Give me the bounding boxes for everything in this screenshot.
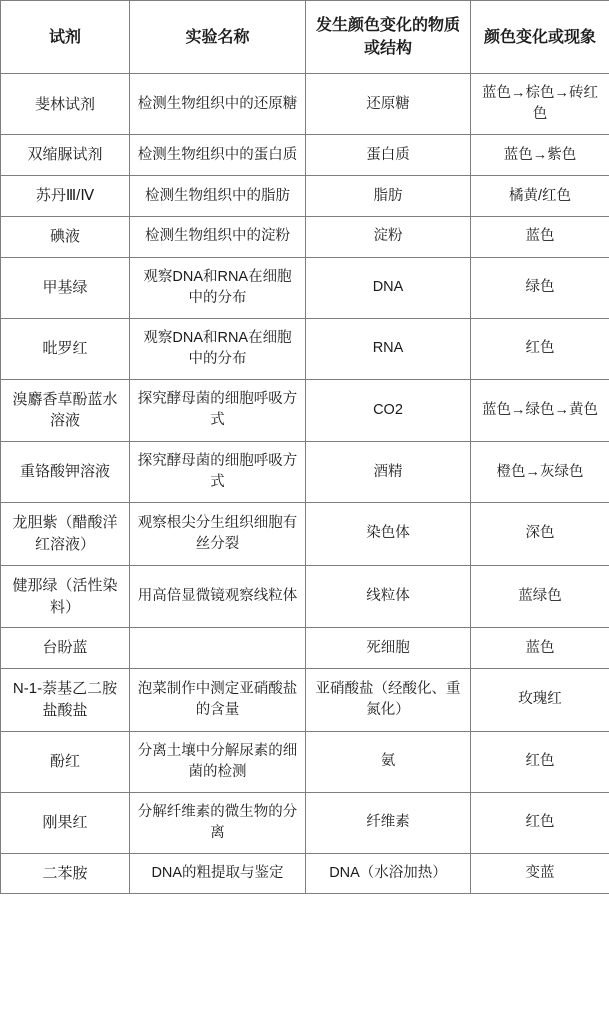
table-row — [1, 503, 609, 566]
cell-substance: 淀粉 — [306, 216, 471, 257]
cell-substance: 染色体 — [306, 503, 471, 566]
cell-reagent: 重铬酸钾溶液 — [1, 442, 130, 503]
cell-reagent: 双缩脲试剂 — [1, 135, 130, 176]
cell-change: 红色 — [471, 792, 609, 853]
table-row — [1, 257, 609, 318]
table-body — [1, 74, 609, 894]
table-row — [1, 216, 609, 257]
cell-change: 蓝色 — [471, 628, 609, 669]
cell-substance: 还原糖 — [306, 74, 471, 135]
cell-experiment: 检测生物组织中的脂肪 — [130, 176, 306, 217]
table-row — [1, 731, 609, 792]
cell-substance: 纤维素 — [306, 792, 471, 853]
cell-substance: 酒精 — [306, 442, 471, 503]
cell-experiment: 探究酵母菌的细胞呼吸方式 — [130, 379, 306, 442]
cell-reagent: 甲基绿 — [1, 257, 130, 318]
cell-substance: CO2 — [306, 379, 471, 442]
cell-change: 蓝色 — [471, 216, 609, 257]
column-header-change: 颜色变化或现象 — [471, 1, 609, 74]
table-header — [1, 1, 609, 74]
cell-substance: DNA（水浴加热） — [306, 853, 471, 894]
table-row — [1, 379, 609, 442]
cell-change: 蓝色→紫色 — [471, 135, 609, 176]
cell-experiment: 检测生物组织中的淀粉 — [130, 216, 306, 257]
cell-experiment: 检测生物组织中的还原糖 — [130, 74, 306, 135]
cell-substance: 死细胞 — [306, 628, 471, 669]
cell-experiment: 观察根尖分生组织细胞有丝分裂 — [130, 503, 306, 566]
cell-reagent: 苏丹Ⅲ/Ⅳ — [1, 176, 130, 217]
cell-change: 蓝色→棕色→砖红色 — [471, 74, 609, 135]
cell-reagent: 碘液 — [1, 216, 130, 257]
cell-experiment: DNA的粗提取与鉴定 — [130, 853, 306, 894]
cell-reagent: 吡罗红 — [1, 318, 130, 379]
cell-reagent: 龙胆紫（醋酸洋红溶液） — [1, 503, 130, 566]
table-row — [1, 442, 609, 503]
cell-change: 蓝色→绿色→黄色 — [471, 379, 609, 442]
cell-substance: 脂肪 — [306, 176, 471, 217]
cell-reagent: 刚果红 — [1, 792, 130, 853]
table-row — [1, 176, 609, 217]
cell-change: 绿色 — [471, 257, 609, 318]
table-row — [1, 792, 609, 853]
cell-change: 蓝绿色 — [471, 565, 609, 628]
column-header-reagent: 试剂 — [1, 1, 130, 74]
table-row — [1, 74, 609, 135]
cell-experiment: 观察DNA和RNA在细胞中的分布 — [130, 257, 306, 318]
cell-experiment: 探究酵母菌的细胞呼吸方式 — [130, 442, 306, 503]
table-row — [1, 565, 609, 628]
cell-substance: 亚硝酸盐（经酸化、重氮化） — [306, 669, 471, 732]
cell-experiment: 分解纤维素的微生物的分离 — [130, 792, 306, 853]
cell-substance: 蛋白质 — [306, 135, 471, 176]
cell-experiment: 观察DNA和RNA在细胞中的分布 — [130, 318, 306, 379]
cell-reagent: 健那绿（活性染料） — [1, 565, 130, 628]
table-row — [1, 669, 609, 732]
table-row — [1, 135, 609, 176]
cell-experiment: 检测生物组织中的蛋白质 — [130, 135, 306, 176]
cell-reagent: 斐林试剂 — [1, 74, 130, 135]
cell-change: 变蓝 — [471, 853, 609, 894]
cell-substance: RNA — [306, 318, 471, 379]
cell-experiment: 用高倍显微镜观察线粒体 — [130, 565, 306, 628]
cell-reagent: N-1-萘基乙二胺盐酸盐 — [1, 669, 130, 732]
cell-substance: 氨 — [306, 731, 471, 792]
cell-change: 红色 — [471, 731, 609, 792]
table-header-row — [1, 1, 609, 74]
cell-reagent: 台盼蓝 — [1, 628, 130, 669]
table-row — [1, 318, 609, 379]
column-header-substance: 发生颜色变化的物质或结构 — [306, 1, 471, 74]
cell-substance: DNA — [306, 257, 471, 318]
cell-experiment: 泡菜制作中测定亚硝酸盐的含量 — [130, 669, 306, 732]
column-header-experiment: 实验名称 — [130, 1, 306, 74]
cell-reagent: 酚红 — [1, 731, 130, 792]
table-row — [1, 853, 609, 894]
cell-change: 玫瑰红 — [471, 669, 609, 732]
cell-reagent: 溴麝香草酚蓝水溶液 — [1, 379, 130, 442]
cell-change: 橘黄/红色 — [471, 176, 609, 217]
table-row — [1, 628, 609, 669]
cell-experiment — [130, 628, 306, 669]
cell-change: 红色 — [471, 318, 609, 379]
cell-change: 深色 — [471, 503, 609, 566]
cell-substance: 线粒体 — [306, 565, 471, 628]
cell-change: 橙色→灰绿色 — [471, 442, 609, 503]
cell-reagent: 二苯胺 — [1, 853, 130, 894]
cell-experiment: 分离土壤中分解尿素的细菌的检测 — [130, 731, 306, 792]
